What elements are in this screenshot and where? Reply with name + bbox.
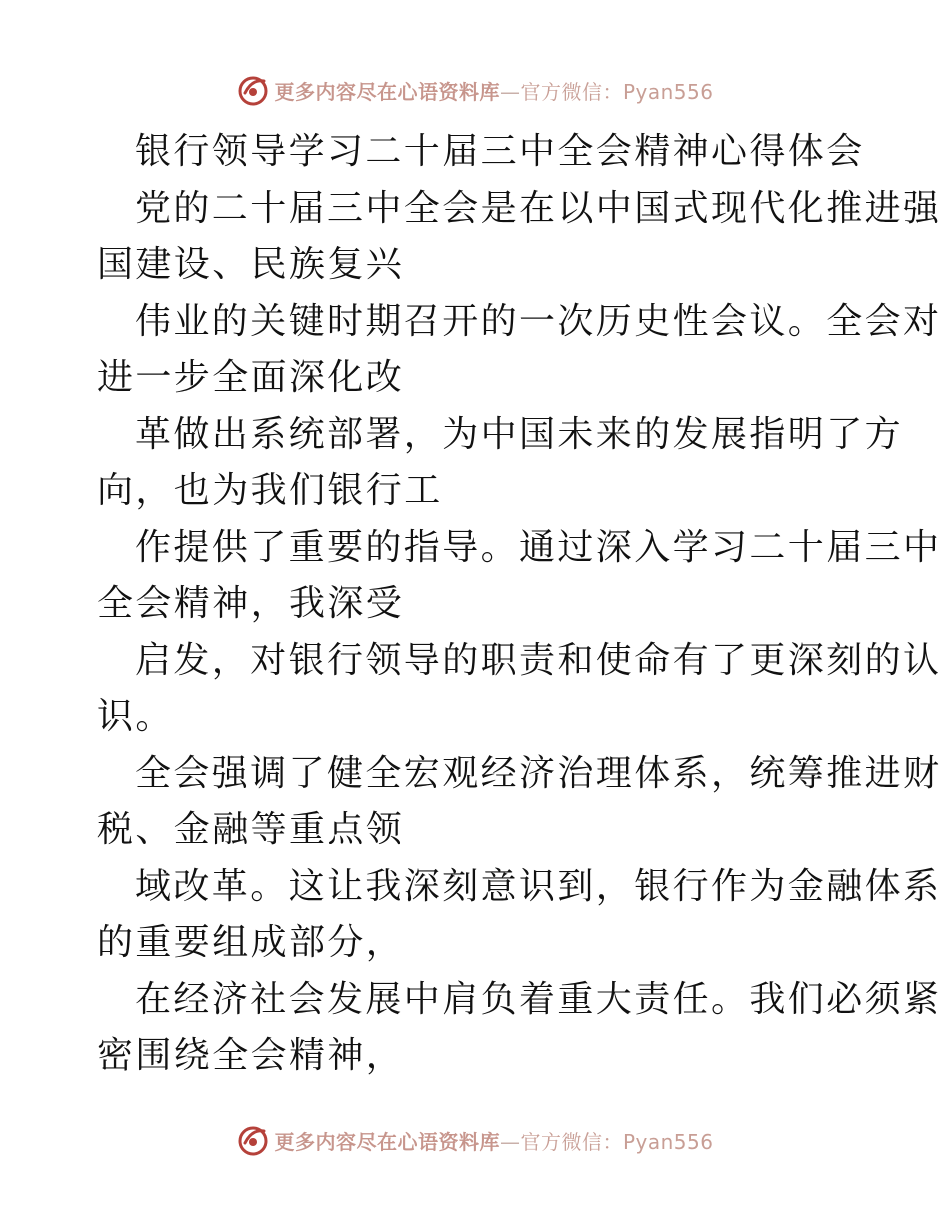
logo-icon [236, 1123, 270, 1157]
watermark-dash: — [499, 79, 521, 104]
text-line: 国建设、民族复兴 [97, 244, 405, 285]
text-line: 密围绕全会精神， [97, 1035, 405, 1076]
logo-icon [236, 73, 270, 107]
watermark-main-text: 更多内容尽在心语资料库 [274, 79, 500, 104]
document-body [97, 124, 942, 1085]
text-line: 革做出系统部署，为中国未来的发展指明了方 [135, 413, 904, 455]
text-line: 作提供了重要的指导。通过深入学习二十届三中 [135, 526, 942, 568]
text-line: 全会强调了健全宏观经济治理体系，统筹推进财 [135, 752, 942, 794]
watermark-text [274, 1126, 713, 1155]
watermark-dash: — [499, 1129, 521, 1154]
text-line: 域改革。这让我深刻意识到，银行作为金融体系 [135, 865, 942, 907]
document-title: 银行领导学习二十届三中全会精神心得体会 [135, 131, 865, 172]
watermark-contact-text: 官方微信：Pyan556 [520, 1129, 714, 1154]
text-line: 全会精神，我深受 [97, 583, 405, 624]
text-line: 税、金融等重点领 [97, 809, 405, 850]
text-line: 进一步全面深化改 [97, 357, 405, 398]
text-line: 党的二十届三中全会是在以中国式现代化推进强 [135, 187, 942, 229]
text-line: 启发，对银行领导的职责和使命有了更深刻的认 [135, 639, 942, 681]
watermark-text [274, 76, 713, 105]
text-line: 的重要组成部分， [97, 922, 405, 963]
text-line: 向，也为我们银行工 [97, 470, 443, 511]
watermark-contact-text: 官方微信：Pyan556 [520, 79, 714, 104]
text-line: 在经济社会发展中肩负着重大责任。我们必须紧 [135, 978, 942, 1020]
text-line: 伟业的关键时期召开的一次历史性会议。全会对 [135, 300, 942, 342]
footer-watermark [0, 1120, 950, 1160]
watermark-main-text: 更多内容尽在心语资料库 [274, 1129, 500, 1154]
header-watermark [0, 70, 950, 110]
text-line: 识。 [97, 696, 174, 737]
